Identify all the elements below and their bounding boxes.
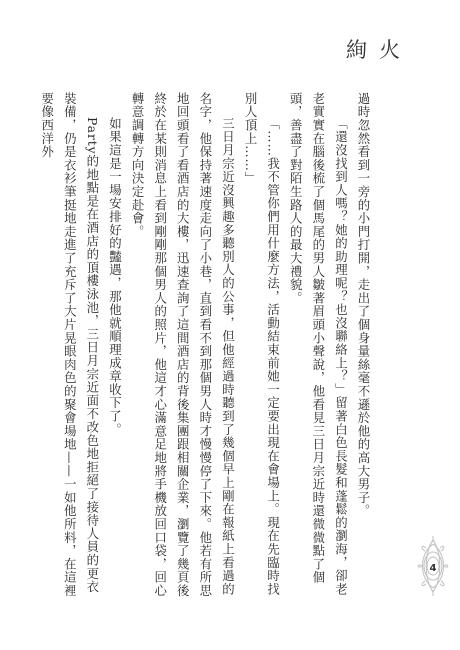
paragraph: 「還沒找到人嗎？她的助理呢？也沒聯絡上？」留著白色長髮和蓬鬆的瀏海，卻老老實實在腦後梳了個馬尾的男人皺著眉頭小聲說，他看見三日月宗近時還微微點了個頭，善盡了對陌生路人的最大禮貌。	[288, 92, 349, 596]
paragraph: 「……我不管你們用什麼方法，活動結束前她一定要出現在會場上。現在先臨時找別人頂上……」	[243, 92, 281, 596]
paragraph: Party的地點是在酒店的頂樓泳池，三日月宗近面不改色地拒絕了接待人員的更衣裝備，仍是衣衫筆挺地走進了充斥了大片晃眼肉色的聚會場地——一如他所料，在這裡要像西洋外	[39, 92, 100, 598]
paragraph: 如果這是一場安排好的豔遇，那他就順理成章收下了。	[107, 116, 123, 436]
page-number: 4	[429, 563, 437, 574]
paragraph: 三日月宗近沒興趣多聽別人的公事，但他經過時聽到了幾個早上剛在報紙上看過的名字，他保持著速度走向了小巷，直到看不到那個男人時才慢慢停了下來。他若有所思地回頭看了看酒店的大樓，迅速查詢了這間酒店的背後集團跟相關企業，瀏覽了幾頁後終於在某則消息上看到剛剛那個男人的照片，他這才心滿意足地將手機放回口袋，回心轉意調轉方向決定赴會。	[130, 92, 236, 598]
running-header-title: 絢火	[346, 38, 412, 62]
paragraph: 過時忽然看到一旁的小門打開，走出了個身量絲毫不遜於他的高大男子。	[356, 92, 371, 518]
vertical-body-text	[35, 92, 374, 600]
